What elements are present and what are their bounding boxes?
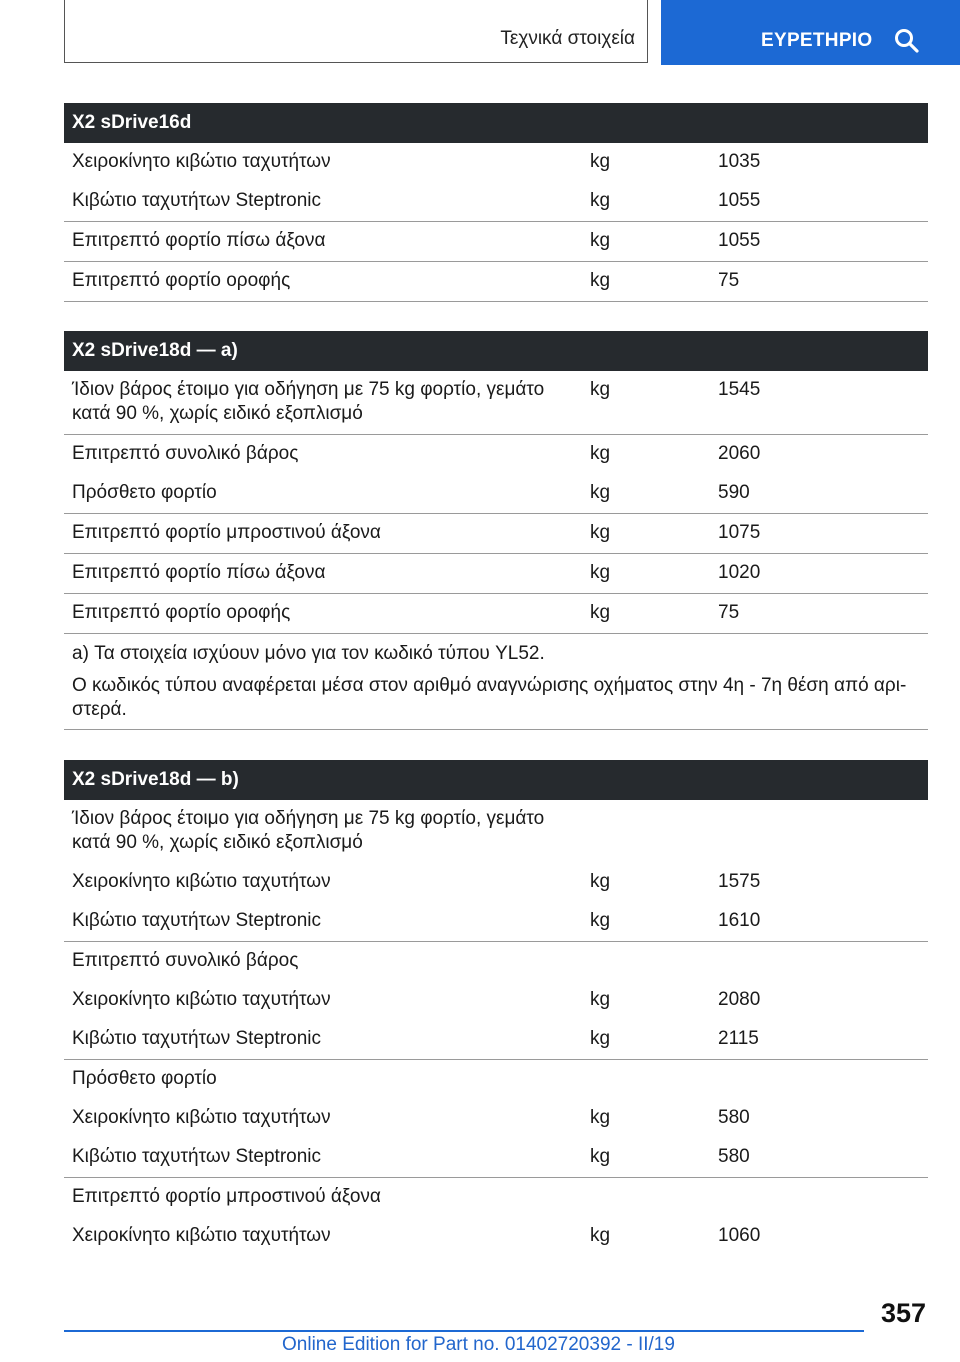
edition-note: Online Edition for Part no. 01402720392 - II/19: [282, 1334, 675, 1355]
row-value: 1055: [718, 190, 761, 211]
spec-table-sdrive16d: [64, 103, 928, 302]
table-title: X2 sDrive16d: [64, 103, 928, 143]
row-unit: kg: [590, 230, 611, 251]
row-value: 580: [718, 1146, 750, 1167]
row-label: Χειροκίνητο κιβώτιο ταχυτήτων: [72, 871, 331, 892]
table-row: [64, 942, 928, 981]
row-label: Χειροκίνητο κιβώτιο ταχυτήτων: [72, 1225, 331, 1246]
row-unit: kg: [590, 1225, 611, 1246]
row-value: 2080: [718, 989, 761, 1010]
section-title: Τεχνικά στοιχεία: [500, 28, 635, 49]
row-unit: kg: [590, 270, 611, 291]
index-label: ΕΥΡΕΤΗΡΙΟ: [761, 30, 873, 51]
table-row: [64, 1178, 928, 1217]
row-unit: [581, 1067, 710, 1091]
table-row: [64, 1138, 928, 1178]
row-value: [710, 1067, 928, 1091]
row-value: 1060: [718, 1225, 761, 1246]
row-unit: kg: [590, 871, 611, 892]
table-title: X2 sDrive18d — a): [64, 331, 928, 371]
row-value: 2060: [718, 443, 761, 464]
row-label: Πρόσθετο φορτίο: [72, 482, 217, 503]
table-row: [64, 902, 928, 942]
row-label: Χειροκίνητο κιβώτιο ταχυτήτων: [72, 989, 331, 1010]
table-row: [64, 554, 928, 594]
row-value: 1575: [718, 871, 761, 892]
table-row: [64, 800, 928, 863]
row-value: 75: [718, 270, 740, 291]
row-value: [710, 949, 928, 973]
row-unit: [581, 949, 710, 973]
row-label: Επιτρεπτό φορτίο οροφής: [72, 270, 291, 291]
table-row: [64, 863, 928, 902]
row-unit: kg: [590, 151, 611, 172]
row-label: Πρόσθετο φορτίο: [72, 1068, 217, 1089]
row-value: [710, 807, 928, 855]
row-value: 1035: [718, 151, 761, 172]
row-unit: kg: [590, 1107, 611, 1128]
table-row: [64, 474, 928, 514]
row-label: Κιβώτιο ταχυτήτων Steptronic: [72, 190, 322, 211]
table-row: [64, 371, 928, 435]
table-row: [64, 1020, 928, 1060]
row-value: 1055: [718, 230, 761, 251]
row-label: Επιτρεπτό συνολικό βάρος: [72, 443, 299, 464]
row-unit: kg: [590, 482, 611, 503]
row-label: Κιβώτιο ταχυτήτων Steptronic: [72, 1146, 322, 1167]
row-label: Επιτρεπτό φορτίο μπροστινού άξονα: [72, 522, 381, 543]
table-row: [64, 222, 928, 262]
table-row: [64, 435, 928, 474]
table-row: [64, 1060, 928, 1099]
row-value: 590: [718, 482, 750, 503]
row-unit: kg: [590, 602, 611, 623]
table-row: [64, 143, 928, 182]
table-row: [64, 182, 928, 222]
row-value: 2115: [718, 1028, 759, 1049]
row-label: Επιτρεπτό φορτίο πίσω άξονα: [72, 230, 326, 251]
row-unit: kg: [590, 562, 611, 583]
table-row: [64, 1099, 928, 1138]
row-unit: kg: [590, 989, 611, 1010]
row-value: 1545: [718, 379, 761, 400]
row-label: Κιβώτιο ταχυτήτων Steptronic: [72, 1028, 322, 1049]
row-unit: kg: [590, 1146, 611, 1167]
spec-table-sdrive18d-a: [64, 331, 928, 730]
table-row: [64, 594, 928, 634]
footnote: a) Τα στοιχεία ισχύουν μόνο για τον κωδικό τύπου YL52.: [72, 643, 545, 664]
row-label: Επιτρεπτό συνολικό βάρος: [72, 950, 299, 971]
row-unit: [581, 807, 710, 855]
row-value: 1610: [718, 910, 761, 931]
row-value: 580: [718, 1107, 750, 1128]
table-footnotes: [64, 634, 928, 730]
row-unit: kg: [590, 443, 611, 464]
footer-divider: [64, 1330, 864, 1332]
row-unit: kg: [590, 190, 611, 211]
row-value: 1020: [718, 562, 761, 583]
row-label: Ίδιον βάρος έτοιμο για οδήγηση με 75 kg φορτίο, γεμάτο κατά 90 %, χωρίς ειδικό εξοπλισμό: [72, 379, 545, 424]
row-unit: kg: [590, 379, 611, 400]
row-unit: kg: [590, 1028, 611, 1049]
row-value: [710, 1185, 928, 1209]
row-label: Επιτρεπτό φορτίο οροφής: [72, 602, 291, 623]
row-unit: [581, 1185, 710, 1209]
search-icon: [893, 27, 921, 55]
table-row: [64, 262, 928, 302]
row-value: 1075: [718, 522, 761, 543]
table-row: [64, 1217, 928, 1256]
index-button[interactable]: [661, 0, 960, 65]
table-row: [64, 514, 928, 554]
table-title: X2 sDrive18d — b): [64, 760, 928, 800]
footnote: Ο κωδικός τύπου αναφέρεται μέσα στον αριθμό αναγνώρισης οχήματος στην 4η - 7η θέση από αρι‐στερά.: [72, 675, 907, 720]
row-label: Ίδιον βάρος έτοιμο για οδήγηση με 75 kg φορτίο, γεμάτο κατά 90 %, χωρίς ειδικό εξοπλισμό: [72, 808, 545, 853]
table-row: [64, 981, 928, 1020]
page-number: 357: [880, 1298, 926, 1328]
row-label: Χειροκίνητο κιβώτιο ταχυτήτων: [72, 151, 331, 172]
row-label: Επιτρεπτό φορτίο πίσω άξονα: [72, 562, 326, 583]
row-label: Χειροκίνητο κιβώτιο ταχυτήτων: [72, 1107, 331, 1128]
row-label: Επιτρεπτό φορτίο μπροστινού άξονα: [72, 1186, 381, 1207]
row-value: 75: [718, 602, 740, 623]
spec-table-sdrive18d-b: [64, 760, 928, 1256]
row-unit: kg: [590, 910, 611, 931]
section-tab[interactable]: [64, 0, 648, 63]
row-label: Κιβώτιο ταχυτήτων Steptronic: [72, 910, 322, 931]
row-unit: kg: [590, 522, 611, 543]
